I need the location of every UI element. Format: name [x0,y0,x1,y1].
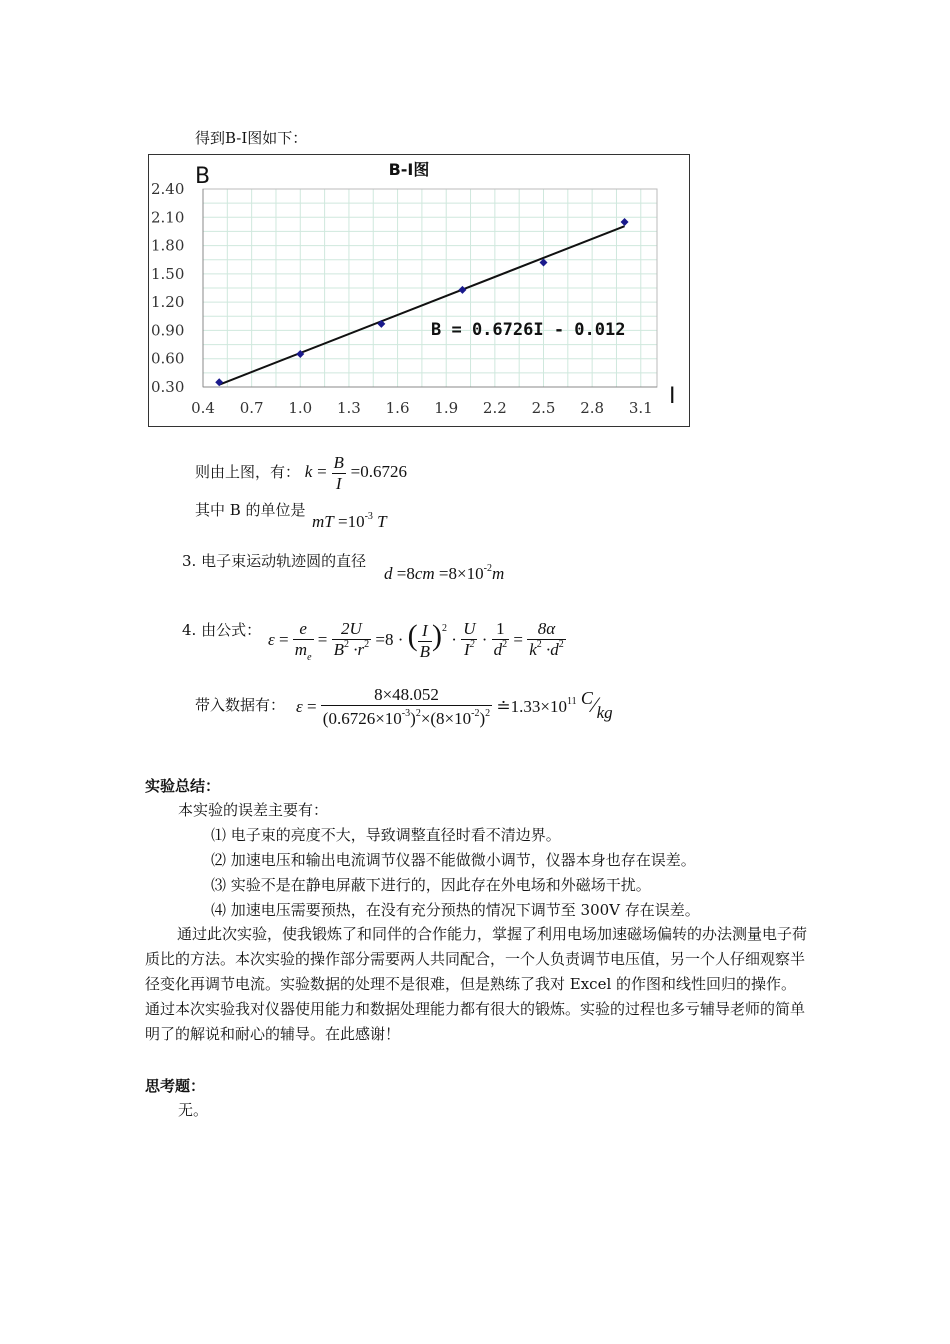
sub-den-b-exp: 2 [415,707,421,719]
frac2-num: 2U [332,619,372,640]
frac2-den-r: ·r [353,640,365,660]
y-tick-label: 2.10 [151,208,185,227]
item4-eq-3: = [513,630,523,649]
chart-intro-text: 得到B-I图如下： [195,129,308,147]
item4-eq-2: = [317,630,328,649]
frac2-sq2: 2 [364,639,370,651]
k-denominator: I [335,473,342,493]
item4-prefix: 4. 由公式： [182,621,262,639]
sub-den-b: ) [410,708,416,728]
data-point [458,286,466,294]
substitute-fraction [321,685,492,732]
frac1-den-sub: e [307,652,312,664]
frac1-num: e [293,619,314,640]
item3-formula [384,564,504,584]
item3-exp: -2 [483,563,492,574]
questions-answer: 无。 [178,1101,209,1119]
summary-intro: 本实验的误差主要有： [178,801,329,819]
fraction-i-over-b [418,621,432,662]
item4-eq-8: =8 · [375,630,404,649]
frac3-num: I [418,621,432,642]
y-tick-label: 1.80 [151,236,185,255]
k-value: =0.6726 [350,462,408,481]
sub-approx-exp: 11 [567,696,577,707]
error-item-4: ⑷ 加速电压需要预热，在没有充分预热的情况下调节至 300V 存在误差。 [211,901,700,919]
fraction-1-over-d2 [492,619,510,663]
sub-den-a: (0.6726×10 [322,708,402,728]
k-line [195,452,407,492]
sub-den-d-exp: 2 [485,707,491,719]
unit-t: T [377,512,387,531]
k-numerator: B [333,452,344,472]
x-tick-label: 1.0 [288,399,313,417]
item3-prefix: 3. 电子束运动轨迹圆的直径 [182,552,367,570]
frac6-sq2: 2 [558,639,564,651]
paren-square: 2 [442,623,448,634]
sub-eps: ε [296,697,303,716]
x-tick-label: 1.3 [336,399,361,417]
error-item-2: ⑵ 加速电压和输出电流调节仪器不能做微小调节，仪器本身也存在误差。 [211,851,696,869]
sub-den-a-exp: -3 [401,707,411,719]
y-tick-label: 0.90 [151,321,185,340]
item3-m: m [491,564,505,583]
unit-eq: =10 [337,512,365,531]
x-axis-label: I [669,384,676,409]
substitute-formula [296,678,613,732]
substitute-prefix: 带入数据有： [195,696,286,714]
dot-1: · [451,630,457,649]
x-tick-label: 0.4 [191,399,215,417]
y-tick-label: 0.60 [151,349,185,368]
frac5-sq: 2 [502,639,508,651]
sub-den-c: ×(8×10 [420,708,472,728]
data-point [621,218,629,226]
frac5-den: d [493,640,503,660]
x-tick-label: 2.8 [580,399,605,417]
frac6-sq1: 2 [536,639,542,651]
eps-symbol: ε [268,630,275,649]
unit-kg: kg [596,703,613,722]
unit-c: C [580,688,593,708]
unit-line-prefix: 其中 B 的单位是 [195,501,306,519]
sub-eq: = [306,697,317,716]
sub-den-c-exp: -2 [471,707,480,719]
fraction-2u [332,619,372,663]
unit-formula [312,512,387,532]
summary-heading: 实验总结： [145,777,221,795]
k-line-prefix: 则由上图，有： [195,463,301,481]
y-axis-label: B [195,164,211,189]
data-point [215,378,223,386]
k-fraction [332,453,346,494]
frac6-num: 8α [527,619,566,640]
bi-chart-frame [148,154,690,427]
frac4-num: U [463,619,476,639]
sub-den-d: ) [479,708,486,728]
item4-eq-1: = [278,630,289,649]
frac5-num: 1 [492,619,510,640]
frac3-den: B [419,641,431,661]
fraction-u-over-i2 [461,619,477,663]
frac4-sq: 2 [469,639,475,651]
frac2-sq1: 2 [344,639,350,651]
sub-num: 8×48.052 [321,685,492,706]
unit-slash: ⁄ [592,692,597,717]
x-tick-label: 2.2 [482,399,507,417]
frac1-den: m [294,640,308,660]
x-tick-label: 0.7 [239,399,264,417]
unit-exp: -3 [364,511,373,522]
error-item-3: ⑶ 实验不是在静电屏蔽下进行的，因此存在外电场和外磁场干扰。 [211,876,651,894]
dot-2: · [481,630,488,649]
paren-open: ( [407,619,418,652]
fit-equation: B = 0.6726I - 0.012 [431,320,626,340]
x-tick-label: 3.1 [628,399,653,417]
x-tick-label: 2.5 [531,399,556,417]
fraction-8alpha [527,619,566,663]
item4-formula [268,611,566,664]
y-tick-label: 1.20 [151,293,185,312]
y-tick-label: 1.50 [151,264,185,283]
k-symbol: k [304,462,313,481]
y-tick-label: 2.40 [151,180,185,198]
k-equals: = [317,462,327,481]
summary-paragraph: 通过此次实验，使我锻炼了和同伴的合作能力，掌握了利用电场加速磁场偏转的办法测量电子荷质比的方法。本次实验的操作部分需要两人共同配合，一个人负责调节电压值，另一个人仔细观察半径变化再调节电流。实验数据的处理不是很难，但是熟练了我对 Excel 的作图和线性回归的操作。通过本次实验我对仪器使用能力和数据处理能力都有很大的锻炼。实验的过程也多亏辅导老师的简单明了的解说和耐心的辅导。在此感谢！ [145,925,808,1043]
x-tick-label: 1.9 [434,399,459,417]
chart-grid [203,189,657,387]
unit-mt: mT [312,512,334,531]
item3-d: d [384,564,393,583]
bi-chart [149,155,689,426]
frac2-den-b: B [333,640,345,660]
sub-approx: ≐1.33×10 [496,697,568,716]
fraction-e-over-me [293,619,314,663]
error-item-1: ⑴ 电子束的亮度不大，导致调整直径时看不清边界。 [211,826,561,844]
item3-eq1: =8 [396,564,415,583]
frac6-den-d: ·d [546,640,559,660]
paren-close: ) [432,619,443,652]
y-tick-label: 0.30 [151,378,185,396]
questions-heading: 思考题： [145,1077,206,1095]
frac6-den-k: k [529,640,537,660]
chart-title: B-I图 [388,160,430,179]
item3-cm: cm [414,564,435,583]
x-tick-label: 1.6 [385,399,410,417]
item3-eq2: =8×10 [438,564,484,583]
frac4-den: I [464,640,470,660]
